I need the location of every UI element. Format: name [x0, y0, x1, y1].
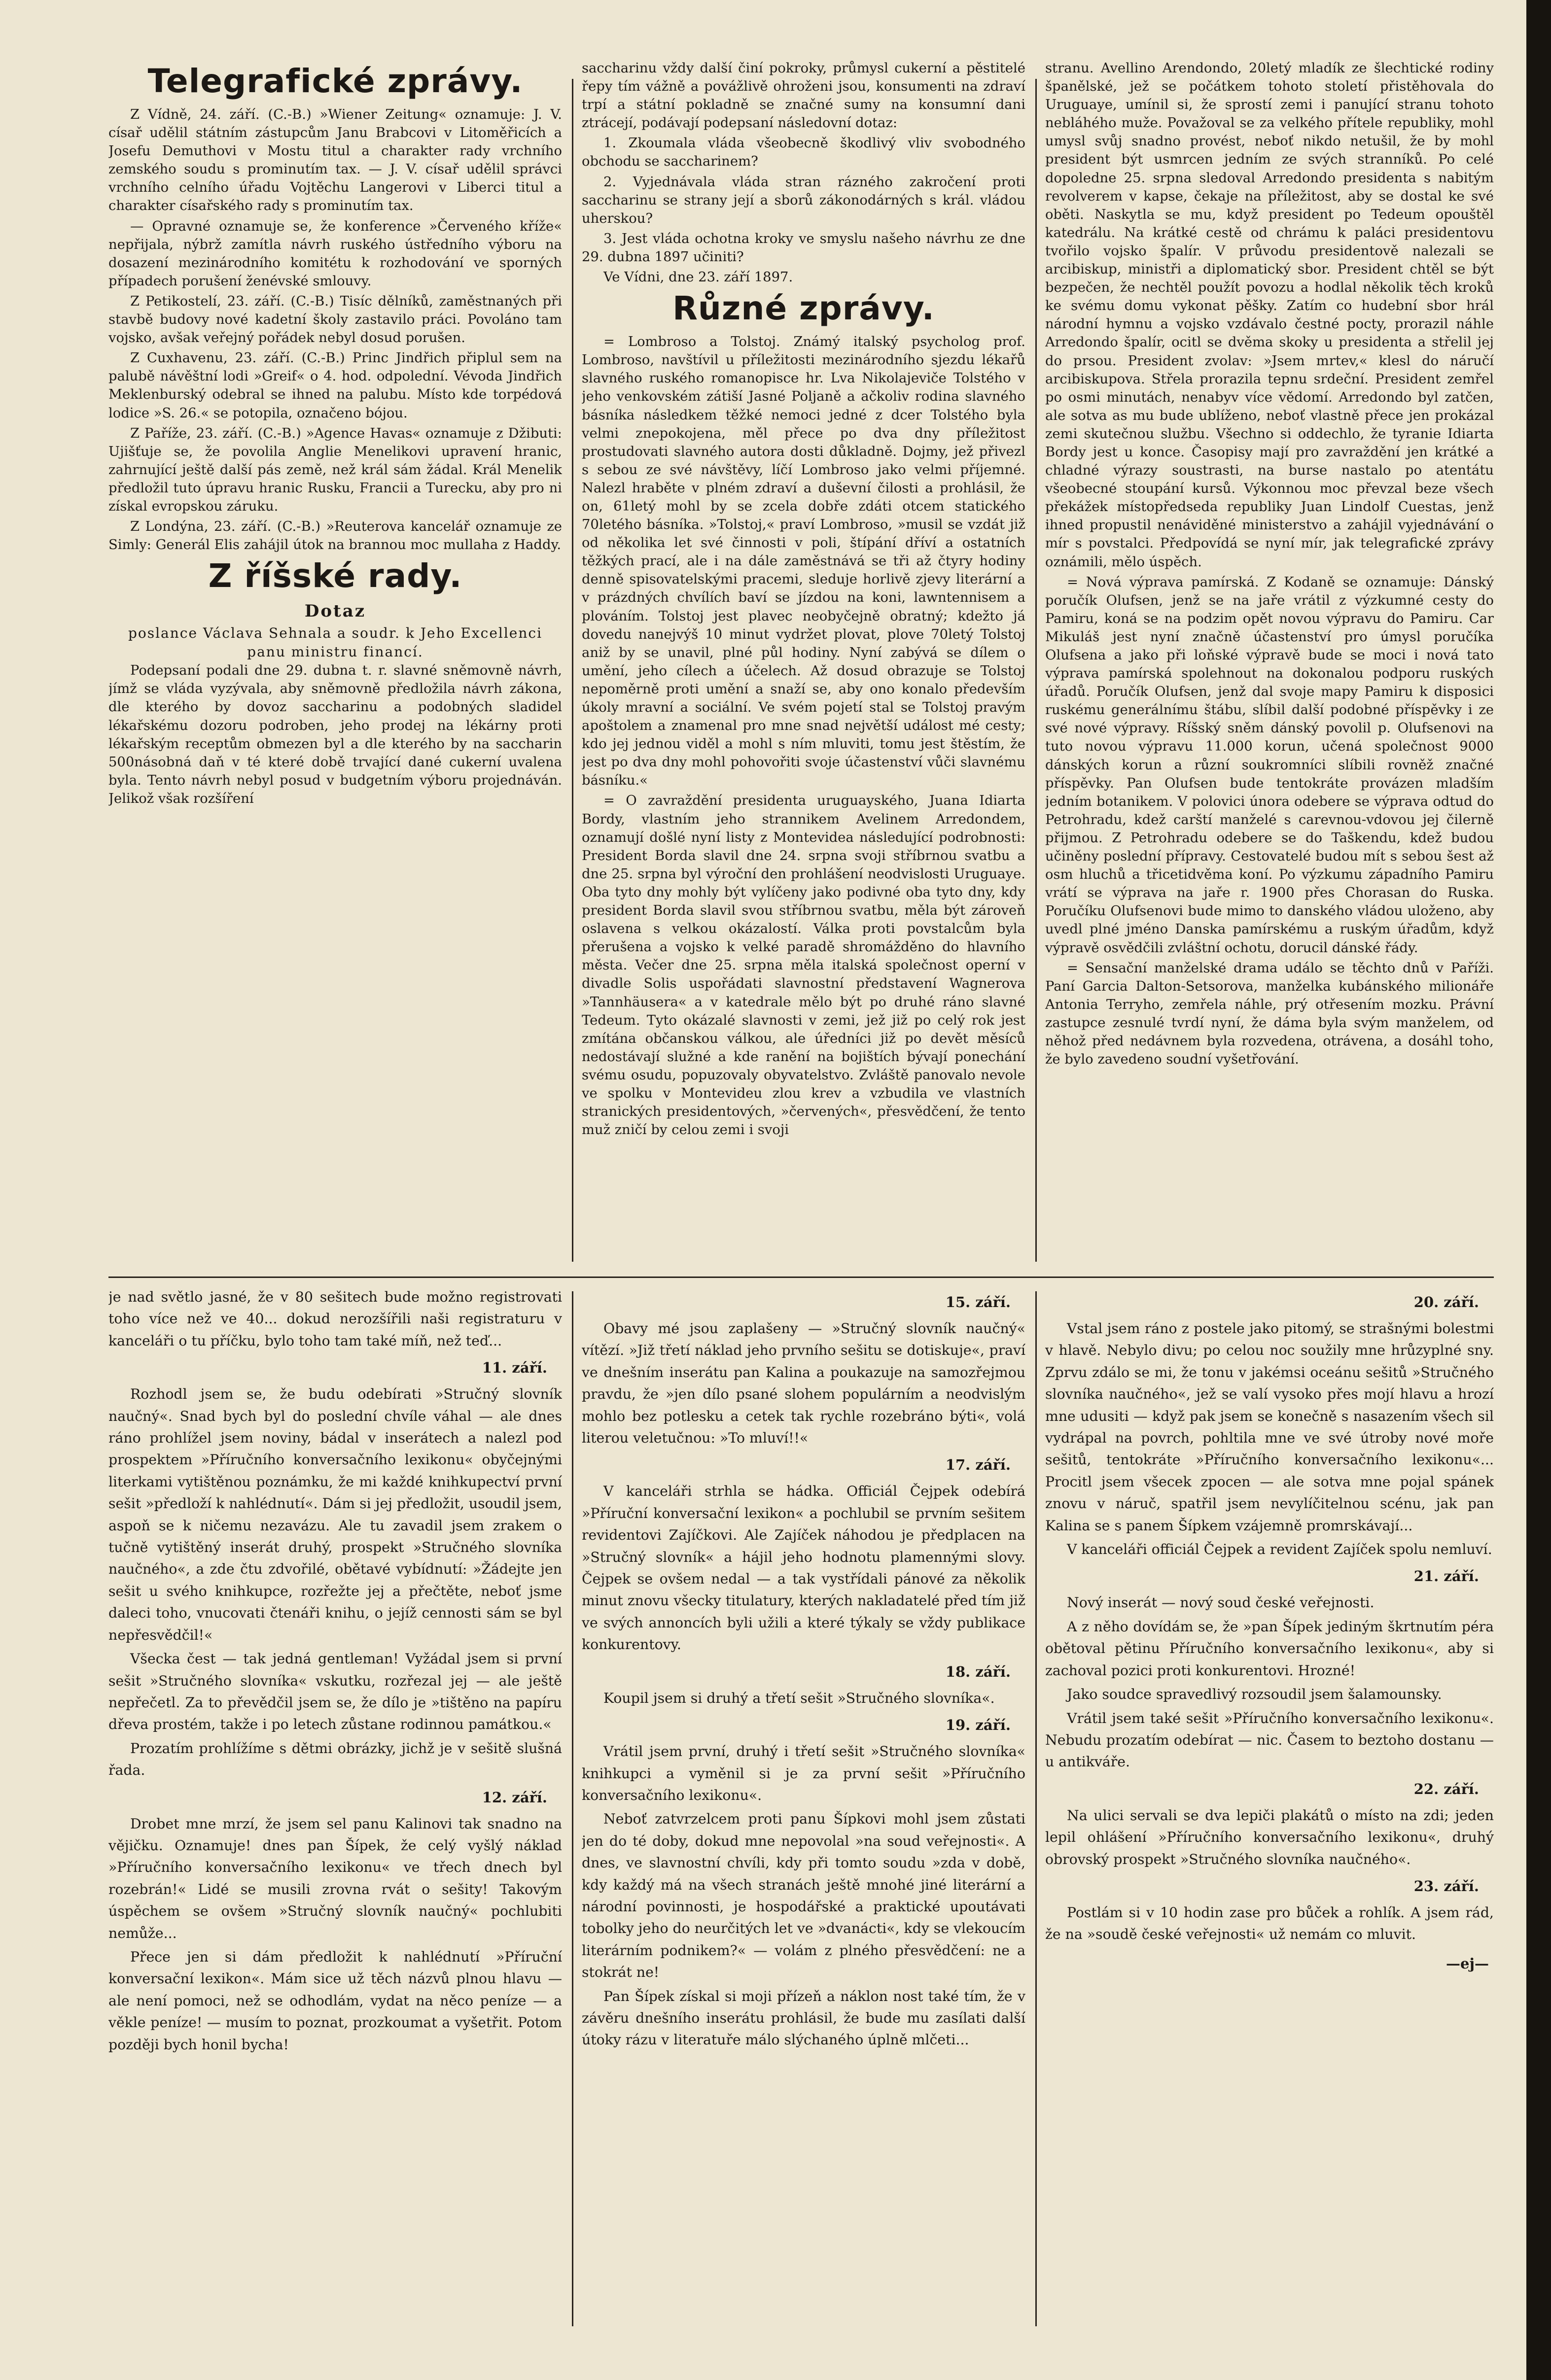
feuilleton-rule: [108, 1276, 1494, 1278]
lower-column-1: [108, 1286, 562, 2331]
article-paragraph: = Lombroso a Tolstoj. Známý italský psycholog prof. Lombroso, navštívil u příležitosti mezinárodního sjezdu lékařů slavného ruského romanopisce hr. Lva Nikolajeviče Tolstého v jeho venkovském zátiší Jasné Poljaně a ačkoliv rodina slavného básníka následkem těžké nemoci jedné z dcer Tolstého byla velmi znepokojena, měl přece po dva dny příležitost prostudovati slavného autora dosti důkladně. Dojmy, jež přivezl s sebou ze své návštěvy, líčí Lombroso jako velmi příjemné. Nalezl hraběte v plném zdraví a duševní čilosti a prohlásil, že on, 61letý mohl by se zcela dobře zdáti otcem statického 70letého básníka. »Tolstoj,« praví Lombroso, »musil se vzdát již od několika let své činnosti v poli, štípání dříví a ostatních těžkých prací, ale i na dále zaměstnává se tři až čtyry hodiny denně spisovatelskými pracemi, sleduje horlivě zjevy literární a v prázdných chvílích baví se jízdou na koni, lawntennisem a plováním. Tolstoj jest plavec neobyčejně obratný; kdežto já dovedu nanejvýš 10 minut vydržet plovat, plove 70letý Tolstoj aniž by se unavil, plné půl hodiny. Nyní zabývá se dílem o umění, jeho cílech a účelech. Až dosud obrazuje se Tolstoj nepoměrně proti umění a snaží se, aby ono konalo především úkoly mravní a sociální. Ve svém pojetí stal se Tolstoj pravým apoštolem a znamenal pro mne snad největší událost mé cesty; kdo jej jednou viděl a mohl s ním mluviti, tomu jest štěstím, že jest po dva dny mohl pohovořiti svoje účastenství vůči slavnému básníku.«: [582, 334, 1025, 789]
section-subheading: Dotaz: [304, 601, 366, 621]
diary-date: 23. září.: [1413, 1877, 1479, 1895]
article-paragraph: V kanceláři strhla se hádka. Officiál Čejpek odebírá »Příruční konversační lexikon« a pochlubil se prvním sešitem revidentovi Zajíčkovi. Ale Zajíček náhodou je předplacen na »Stručný slovník« a hájil jeho hodnotu plamennými slovy. Čejpek se ovšem nedal — a tak vystřídali pánové za několik minut znovu všecky titulatury, kterých nakladatelé před tím již ve svých annoncích byli užili a které týkaly se vždy publikace konkurentovy.: [582, 1483, 1025, 1653]
article-paragraph: Postlám si v 10 hodin zase pro bůček a rohlík. A jsem rád, že na »soudě české veřejnosti« už nemám co mluvit.: [1045, 1904, 1494, 1943]
article-paragraph: 3. Jest vláda ochotna kroky ve smyslu našeho návrhu ze dne 29. dubna 1897 učiniti?: [582, 231, 1025, 265]
article-paragraph: Pan Šípek získal si moji přízeň a náklon nost také tím, že v závěru dnešního inserátu prohlásil, že bude mu zasílati další útoky rázu v literatuře málo slýchaného úplně mlčeti...: [582, 1988, 1025, 2048]
article-paragraph: Jako soudce spravedlivý rozsoudil jsem šalamounsky.: [1067, 1686, 1442, 1703]
article-paragraph: A z něho dovídám se, že »pan Šípek jediným škrtnutím péra obětoval pětinu Příručního konversačního lexikonu«, aby si zachoval pozici proti konkurentovi. Hrozné!: [1045, 1618, 1494, 1679]
article-paragraph: Všecka čest — tak jedná gentleman! Vyžádal jsem si první sešit »Stručného slovníka« vskutku, rozřezal jej — ale ještě nepřečetl. Za to převědčil jsem se, že dílo je »tištěno na papíru dřeva prostém, takže i po letech zůstane rodinnou památkou.«: [108, 1651, 562, 1733]
newspaper-page: [108, 59, 1494, 2336]
article-paragraph: Koupil jsem si druhý a třetí sešit »Stručného slovníka«.: [603, 1690, 995, 1706]
article-paragraph: Na ulici servali se dva lepiči plakátů o místo na zdi; jeden lepil ohlášení »Příručního konversačního lexikonu«, druhý obrovský prospekt »Stručného slovníka naučného«.: [1045, 1807, 1494, 1867]
column-rule: [572, 1291, 573, 2326]
article-paragraph: Z Petikostelí, 23. září. (C.-B.) Tisíc dělníků, zaměstnaných při stavbě budovy nové kadetní školy zastavilo práci. Povoláno tam vojsko, avšak veřejný pořádek nebyl dosud porušen.: [108, 293, 562, 346]
binding-edge: [1526, 0, 1551, 2380]
upper-column-3: [1045, 59, 1494, 1267]
article-paragraph: 1. Zkoumala vláda všeobecně škodlivý vliv svobodného obchodu se saccharinem?: [582, 136, 1025, 170]
diary-date: 20. září.: [1413, 1294, 1479, 1311]
diary-date: 17. září.: [945, 1456, 1011, 1474]
lower-column-3: [1045, 1286, 1494, 2331]
article-paragraph: Drobet mne mrzí, že jsem sel panu Kalinovi tak snadno na vějičku. Oznamuje! dnes pan Šípek, že celý vyšlý náklad »Příručního konversačního lexikonu« ve třech dnech byl rozebrán!« Lidé se musili zrovna rvát o sešity! Takovým úspěchem se ovšem »Stručný slovník naučný« pochlubiti nemůže...: [108, 1815, 562, 1941]
diary-date: 21. září.: [1413, 1568, 1479, 1585]
column-rule: [1035, 1291, 1037, 2326]
article-paragraph: Neboť zatvrzelcem proti panu Šípkovi mohl jsem zůstati jen do té doby, dokud mne nepovolal »na soud veřejnosti«. A dnes, ve slavnostní chvíli, kdy při tomto soudu »zda v době, kdy každý má na všech stranách ještě mnohé jiné literární a národní povinnosti, je hospodářské a praktické upoutávati tobolky jeho do neurčitých let ve »dvanácti«, kdy se vlekoucím literárním podnikem?« — volám z plného přesvědčení: ne a stokrát ne!: [582, 1811, 1025, 1981]
section-subtitle: poslance Václava Sehnala a soudr. k Jeho Excellenci panu ministru financí.: [128, 625, 543, 660]
article-paragraph: — Opravné oznamuje se, že konference »Červeného kříže« nepřijala, nýbrž zamítla návrh ruského ústředního výboru na dosazení mezinárodního komitétu k rozhodování ve sporných případech porušení ženévské smlouvy.: [108, 218, 562, 289]
article-paragraph: 2. Vyjednávala vláda stran rázného zakročení proti saccharinu se strany její a sborů zákonodárných s král. vládou uherskou?: [582, 174, 1025, 226]
article-paragraph: = Nová výprava pamírská. Z Kodaně se oznamuje: Dánský poručík Olufsen, jenž se na jaře vrátil z výzkumné cesty do Pamiru, koná se na podzim opět novou výpravu do Pamiru. Car Mikuláš jest nyní značně účastenství pro úmysl poručíka Olufsena a jako při loňské výpravě bude se moci i nová tato výprava pamírská spolehnout na dokonalou podporu ruských úřadů. Poručík Olufsen, jenž dal svoje mapy Pamiru k disposici ruskému generálnímu štábu, slíbil další podobné příspěvky i ze své nové výpravy. Ríšský sněm dánský povolil p. Olufsenovi na tuto novou výpravu 11.000 korun, učená společnost 9000 dánských korun a různí soukromníci slíbili rovněž značné příspěvky. Pan Olufsen bude tentokráte provázen mladším jedním botanikem. V polovici února odebere se výprava odtud do Petrohradu, kdež carští manželé s carevnou-vdovou jej čilerně přijmou. Z Petrohradu odebere se do Taškendu, kdež budou učiněny poslední přípravy. Cestovatelé budou mít s sebou šest až osm hluchů a třicetidvěma koní. Po výzkumu západního Pamiru vrátí se výprava na jaře r. 1900 přes Chorasan do Ruska. Poručíku Olufsenovi bude mimo to danského vládou uloženo, aby uvedl plné jméno Danska pamírskému a ruským úřadům, když výpravě osvědčili zvláštní ochotu, dorucil dánské řády.: [1045, 574, 1494, 956]
section-heading: Telegrafické zprávy.: [147, 62, 523, 100]
article-paragraph: = O zavraždění presidenta uruguayského, Juana Idiarta Bordy, vlastním jeho strannikem Avelinem Arredondem, oznamují došlé nyní listy z Montevidea následující podrobnosti: President Borda slavil dne 24. srpna svoji stříbrnou svatbu a dne 25. srpna byl výroční den prohlášení neodvislosti Uruguaye. Oba tyto dny mohly být vylíčeny jako podivné oba tyto dny, kdy president Borda slavil svou stříbrnou svatbu, měla být zároveň oslavena s velkou okázalostí. Válka proti povstalcům byla přerušena a vojsko k velké paradě shromážděno do hlavního města. Večer dne 25. srpna měla italská společnost operní v divadle Solis uspořádati slavnostní představení Wagnerova »Tannhäusera« a v katedrale mělo být po druhé ráno slavné Tedeum. Tyto okázalé slavnosti v zemi, jež již po celý rok jest zmítána občanskou válkou, ale úředníci již po devět měsíců nedostávají služné a kde ranění na bojištích bývají ponechání svému osudu, popuzovaly obyvatelstvo. Zvláště panovalo nevole ve spolku v Montevideu zlou krev a vzbudila ve vlastních stranických presidentových, »červených«, přesvědčení, že tento muž zničí by celou zemi i svoji: [582, 793, 1025, 1138]
section-heading: Různé zprávy.: [672, 289, 935, 328]
article-paragraph: Vstal jsem ráno z postele jako pitomý, se strašnými bolestmi v hlavě. Nebylo divu; po celou noc soužily mne hrůzyplné sny. Zprvu zdálo se mi, že tonu v jakémsi oceánu sešitů »Stručného slovníka naučného«, jež se valí vysoko přes mojí hlavu a hrozí mne udusiti — když pak jsem se konečně s nasazením všech sil vydrápal na povrch, pohltila mne ve své útroby nové moře sešitů, tentokráte »Příručního konversačního lexikonu«... Procitl jsem všecek zpocen — ale sotva mne pojal spánek znovu v náruč, spatřil jsem nevylíčitelnou scénu, jak pan Kalina se s panem Šípkem vzájemně promrskávají...: [1045, 1320, 1494, 1534]
diary-date: 11. září.: [482, 1359, 547, 1377]
article-paragraph: Z Paříže, 23. září. (C.-B.) »Agence Havas« oznamuje z Džibuti: Ujišťuje se, že povolila Anglie Menelikovi upravení hranic, zahrnující ještě další pás země, než král sám žádal. Král Menelik předložil tuto úpravu hranic Rusku, Francii a Turecku, aby pro ni získal evropskou záruku.: [108, 425, 562, 514]
diary-date: 22. září.: [1413, 1780, 1479, 1797]
diary-date: 15. září.: [945, 1294, 1011, 1311]
column-rule: [1035, 79, 1037, 1262]
article-paragraph: Vrátil jsem také sešit »Příručního konversačního lexikonu«. Nebudu prozatím odebírat — nic. Časem to beztoho dostanu — u antikváře.: [1045, 1710, 1494, 1770]
article-paragraph: V kanceláři officiál Čejpek a revident Zajíček spolu nemluví.: [1067, 1541, 1492, 1558]
article-paragraph: Prozatím prohlížíme s dětmi obrázky, jichž je v sešitě slušná řada.: [108, 1740, 562, 1779]
lower-column-2: [582, 1286, 1025, 2331]
article-paragraph: Z Londýna, 23. září. (C.-B.) »Reuterova kancelář oznamuje ze Simly: Generál Elis zahájil útok na brannou moc mullaha z Haddy.: [108, 519, 562, 553]
article-paragraph: = Sensační manželské drama událo se těchto dnů v Paříži. Paní Garcia Dalton-Setsorova, manželka kubánského milionáře Antonia Terryho, zemřela náhle, prý otřesením mozku. Právní zastupce zesnulé tvrdí nyní, že dáma byla svým manželem, od něhož před nedávnem byla rozvedena, otrávena, a dosáhl toho, že bylo zavedeno soudní vyšetřování.: [1045, 960, 1494, 1068]
article-paragraph: Z Cuxhavenu, 23. září. (C.-B.) Princ Jindřich připlul sem na palubě návěštní lodi »Greif« o 4. hod. odpolední. Vévoda Jindřich Meklenburský odebral se ihned na palubu. Místo kde torpédová lodice »S. 26.« se potopila, označeno bójou.: [108, 350, 562, 421]
article-paragraph: Obavy mé jsou zaplašeny — »Stručný slovník naučný« vítězí. »Již třetí náklad jeho prvního sešitu se dotiskuje«, praví ve dnešním inserátu pan Kalina a poukazuje na samozřejmou pravdu, že »jen dílo psané slohem populárním a neodvislým mohlo bez potlesku a cetek tak rychle rozebráno býti«, volá literou veletučnou: »To mluví!!«: [582, 1320, 1025, 1447]
article-paragraph: Rozhodl jsem se, že budu odebírati »Stručný slovník naučný«. Snad bych byl do poslední chvíle váhal — ale dnes ráno prohlížel jsem noviny, bádal v inserátech a nalezl pod prospektem »Příručního konversačního lexikonu« obyčejnými literkami vytištěnou poznámku, že mi každé knihkupectví první sešit »předloží k nahlédnutí«. Dám si jej předložit, usoudil jsem, aspoň se k ničemu nezavázu. Ale tu zavadil jsem zrakem o tučně vytištěný inserát druhý, prospekt »Stručného slovníka naučného«, a zde čtu zdvořilé, obětavé vybídnutí: »Žádejte jen sešit u svého knihkupce, rozřežte jej a přečtěte, neboť jsme daleci toho, vnucovati čtenáři knihu, o jejíž cennosti sám se byl nepřesvědčil!«: [108, 1386, 562, 1643]
article-paragraph: Podepsaní podali dne 29. dubna t. r. slavné sněmovně návrh, jímž se vláda vyzývala, aby sněmovně předložila návrh zákona, dle kterého by dovoz saccharinu a podobných sladidel lékařskému dozoru podroben, jeho prodej na lékárny proti lékařským receptům obmezen byl a dle kterého by na saccharin 500násobná daň v té které době trvající dané cukerní uvalena byla. Tento návrh nebyl posud v budgetním výboru projednáván. Jelikož však rozšíření: [108, 663, 562, 806]
upper-column-2: [582, 59, 1025, 1267]
article-paragraph: stranu. Avellino Arendondo, 20letý mladík ze šlechtické rodiny španělské, jež se počátkem tohoto století přistěhovala do Uruguaye, umínil si, že sprostí zemi i panující stranu tohoto nebláhého muže. Považoval se za velkého přítele republiky, mohl umysl svůj snadno provést, neboť nikdo netušil, že by mohl president být usmrcen jedním ze svých stranníků. Po celé dopoledne 25. srpna sledoval Arredondo presidenta s nabitým revolverem v kapse, čekaje na příležitost, aby se dostal ke své oběti. Naskytla se mu, když president po Tedeum opouštěl katedrálu. Na krátké cestě od chrámu k paláci presidentovu tvořilo vojsko špalír. V průvodu presidentově nalezali se arcibiskup, ministři a diplomatický sbor. President chtěl se být bezpečen, že nechtěl použít povozu a hodlal několik těch kroků ke svému domu vykonat pěšky. Zatím co hudební sbor hrál národní hymnu a vojsko vzdávalo čestné pocty, prorazil náhle Arredondo špalír, ocitl se dvěma skoky u presidenta a střelil jej do prsou. President zvolav: »Jsem mrtev,« klesl do náručí arcibiskupova. Střela prorazila tepnu srdeční. President zemřel po osmi minutách, nenabyv více vědomí. Arredondo byl zatčen, ale sotva as mu bude ublíženo, neboť vlastně přece jen prokázal zemi skutečnou službu. Všechno si oddechlo, že tyranie Idiarta Bordy jest u konce. Časopisy mají pro zavraždění jen krátké a chladné výrazy soustrasti, na burse nastalo po atentátu všeobecné stoupání kursů. Výkonnou moc převzal beze všech překážek místopředseda republiky Juan Lindolf Cuestas, jenž ihned propustil nenáviděné ministerstvo a zahájil vyjednávání o mír s povstalci. Předpovídá se nyní mír, jak telegrafické zprávy oznámili, mělo úspěch.: [1045, 61, 1494, 570]
author-signature: —ej—: [1446, 1955, 1489, 1972]
diary-date: 19. září.: [945, 1717, 1011, 1734]
article-paragraph: Ve Vídni, dne 23. září 1897.: [603, 270, 793, 285]
article-paragraph: Vrátil jsem první, druhý i třetí sešit »Stručného slovníka« knihkupci a vyměnil si je za první sešit »Příručního konversačního lexikonu«.: [582, 1743, 1025, 1803]
diary-date: 12. září.: [482, 1789, 547, 1806]
diary-date: 18. září.: [945, 1663, 1011, 1680]
article-paragraph: je nad světlo jasné, že v 80 sešitech bude možno registrovati toho více než ve 40... dokud nerozšířili naši registraturu v kanceláři o tu příčku, bylo toho tam také míň, než teď...: [108, 1289, 562, 1349]
article-paragraph: Z Vídně, 24. září. (C.-B.) »Wiener Zeitung« oznamuje: J. V. císař udělil státním zástupcům Janu Brabcovi v Litoměřicích a Josefu Demuthovi v Mostu titul a charakter rady vrchního zemského soudu s prominutím tax. — J. V. císař udělil správci vrchního celního úřadu Vojtěchu Langerovi v Liberci titul a charakter císařského rady s prominutím tax.: [108, 107, 562, 214]
column-rule: [572, 79, 573, 1262]
upper-column-1: [108, 59, 562, 1267]
article-paragraph: Nový inserát — nový soud české veřejnosti.: [1067, 1594, 1375, 1611]
article-paragraph: Přece jen si dám předložit k nahlédnutí »Příruční konversační lexikon«. Mám sice už těch názvů plnou hlavu — ale není pomoci, než se odhodlám, vydat na něco peníze — a věkle peníze! — musím to poznat, prozkoumat a vyšetřit. Potom později bych honil bycha!: [108, 1948, 562, 2053]
article-paragraph: saccharinu vždy další činí pokroky, průmysl cukerní a pěstitelé řepy tím vážně a povážlivě ohroženi jsou, konsumenti na zdraví trpí a státní pokladně se značné sumy na konsumní dani ztrácejí, podávají podepsaní následovní dotaz:: [582, 61, 1025, 131]
section-heading: Z říšské rady.: [208, 557, 462, 595]
